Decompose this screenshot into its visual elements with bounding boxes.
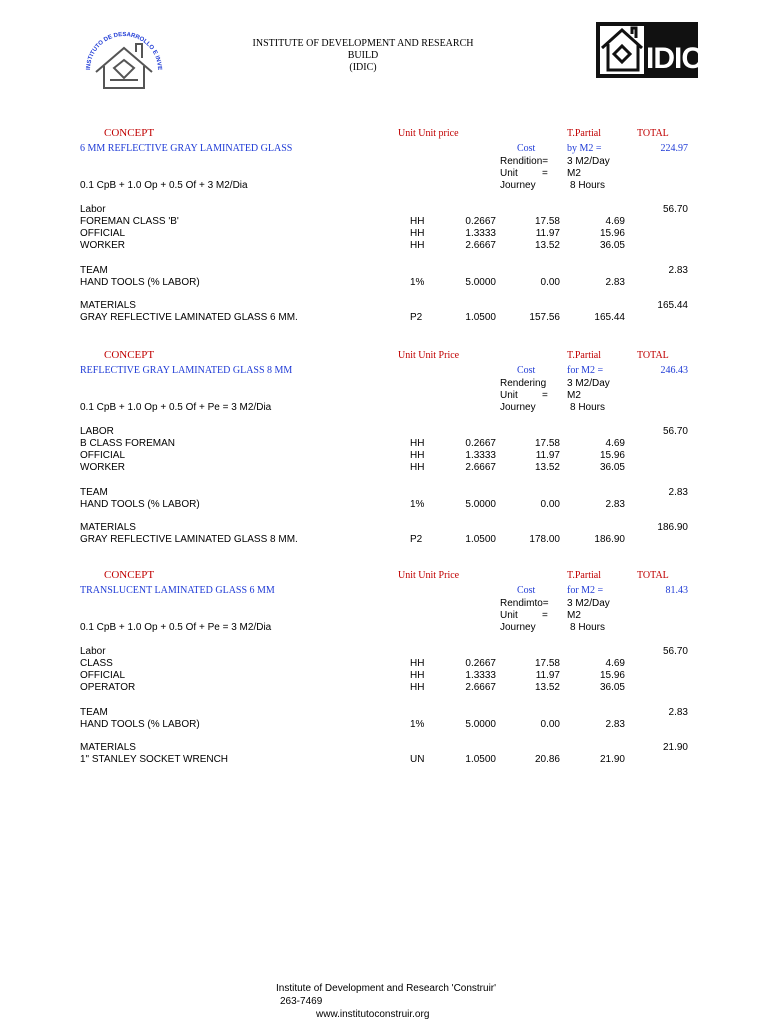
line-unit-price: 11.97 <box>535 670 560 681</box>
line-quantity: 0.2667 <box>465 658 496 669</box>
materials-total: 165.44 <box>657 300 688 311</box>
rendition-label: Rendimto= <box>500 598 549 609</box>
line-description: FOREMAN CLASS 'B' <box>80 216 179 227</box>
journey-label: Journey <box>500 180 536 191</box>
line-partial: 4.69 <box>605 216 625 227</box>
unit-equals: = <box>542 610 548 621</box>
line-description: OFFICIAL <box>80 450 126 461</box>
per-m2-label: for M2 = <box>567 585 604 596</box>
footer-phone: 263-7469 <box>280 996 323 1007</box>
materials-label: MATERIALS <box>80 522 136 533</box>
line-quantity: 1.3333 <box>465 228 496 239</box>
line-description: OFFICIAL <box>80 670 126 681</box>
section-total: 224.97 <box>660 143 688 154</box>
unit-label: Unit <box>500 168 518 179</box>
line-unit: HH <box>410 462 425 473</box>
line-quantity: 1.3333 <box>465 670 496 681</box>
col-tpartial-header: T.Partial <box>567 128 601 139</box>
line-partial: 2.83 <box>605 499 625 510</box>
col-total-header: TOTAL <box>637 350 669 361</box>
labor-total: 56.70 <box>662 426 688 437</box>
line-unit-price: 20.86 <box>534 754 560 765</box>
line-partial: 36.05 <box>599 240 625 251</box>
line-unit: UN <box>410 754 425 765</box>
labor-total: 56.70 <box>662 204 688 215</box>
line-unit-price: 13.52 <box>534 240 560 251</box>
line-description: 1" STANLEY SOCKET WRENCH <box>80 754 229 765</box>
col-concept-header: CONCEPT <box>104 127 155 139</box>
line-unit-price: 178.00 <box>529 534 560 545</box>
line-partial: 36.05 <box>599 682 625 693</box>
line-quantity: 1.0500 <box>465 534 496 545</box>
line-quantity: 5.0000 <box>465 277 496 288</box>
line-unit: HH <box>410 216 425 227</box>
line-unit-price: 157.56 <box>529 312 560 323</box>
idic-logo <box>596 22 698 78</box>
header-title-line3: (IDIC) <box>349 62 377 73</box>
line-unit: 1% <box>410 277 425 288</box>
line-unit-price: 0.00 <box>540 277 560 288</box>
line-unit: HH <box>410 438 425 449</box>
line-partial: 2.83 <box>605 277 625 288</box>
unit-value: M2 <box>567 390 581 401</box>
col-total-header: TOTAL <box>637 570 669 581</box>
col-concept-header: CONCEPT <box>104 349 155 361</box>
team-label: TEAM <box>80 487 108 498</box>
line-partial: 186.90 <box>594 534 625 545</box>
header-title-line1: INSTITUTE OF DEVELOPMENT AND RESEARCH <box>252 38 474 49</box>
line-quantity: 2.6667 <box>465 462 496 473</box>
line-partial: 36.05 <box>599 462 625 473</box>
line-unit: HH <box>410 682 425 693</box>
svg-text:INSTITUTO DE DESARROLLO E INVE: INSTITUTO DE DESARROLLO E INVE <box>85 31 163 71</box>
unit-equals: = <box>542 168 548 179</box>
team-label: TEAM <box>80 265 108 276</box>
section-total: 246.43 <box>660 365 688 376</box>
journey-label: Journey <box>500 402 536 413</box>
materials-total: 186.90 <box>657 522 688 533</box>
line-quantity: 0.2667 <box>465 438 496 449</box>
line-description: HAND TOOLS (% LABOR) <box>80 277 200 288</box>
col-unit-header: Unit Unit Price <box>398 350 460 361</box>
team-total: 2.83 <box>668 707 688 718</box>
journey-label: Journey <box>500 622 536 633</box>
line-description: WORKER <box>80 240 125 251</box>
line-unit: P2 <box>410 312 423 323</box>
cost-label: Cost <box>517 365 536 376</box>
line-unit-price: 0.00 <box>540 499 560 510</box>
materials-label: MATERIALS <box>80 742 136 753</box>
yield-formula: 0.1 CpB + 1.0 Op + 0.5 Of + Pe = 3 M2/Dia <box>80 622 272 633</box>
section-total: 81.43 <box>665 585 688 596</box>
item-title: 6 MM REFLECTIVE GRAY LAMINATED GLASS <box>80 143 293 154</box>
materials-total: 21.90 <box>662 742 688 753</box>
line-partial: 2.83 <box>605 719 625 730</box>
line-unit: HH <box>410 670 425 681</box>
journey-value: 8 Hours <box>570 180 606 191</box>
rendition-label: Rendition= <box>500 156 549 167</box>
institute-seal <box>80 22 168 100</box>
line-partial: 15.96 <box>599 450 625 461</box>
line-partial: 15.96 <box>599 228 625 239</box>
line-unit-price: 11.97 <box>535 450 560 461</box>
line-unit-price: 17.58 <box>534 438 560 449</box>
line-description: GRAY REFLECTIVE LAMINATED GLASS 6 MM. <box>80 312 298 323</box>
line-unit: HH <box>410 228 425 239</box>
line-quantity: 0.2667 <box>465 216 496 227</box>
unit-value: M2 <box>567 610 581 621</box>
line-description: B CLASS FOREMAN <box>80 438 176 449</box>
line-unit-price: 13.52 <box>534 462 560 473</box>
line-description: HAND TOOLS (% LABOR) <box>80 719 200 730</box>
col-unit-header: Unit Unit price <box>398 128 459 139</box>
line-partial: 15.96 <box>599 670 625 681</box>
yield-formula: 0.1 CpB + 1.0 Op + 0.5 Of + 3 M2/Dia <box>80 180 248 191</box>
line-unit-price: 13.52 <box>534 682 560 693</box>
cost-label: Cost <box>517 585 536 596</box>
item-title: TRANSLUCENT LAMINATED GLASS 6 MM <box>80 585 275 596</box>
line-quantity: 5.0000 <box>465 719 496 730</box>
line-unit: 1% <box>410 719 425 730</box>
per-m2-label: by M2 = <box>567 143 602 154</box>
col-tpartial-header: T.Partial <box>567 570 601 581</box>
line-description: WORKER <box>80 462 125 473</box>
unit-equals: = <box>542 390 548 401</box>
line-unit: HH <box>410 240 425 251</box>
unit-label: Unit <box>500 390 518 401</box>
yield-formula: 0.1 CpB + 1.0 Op + 0.5 Of + Pe = 3 M2/Dia <box>80 402 272 413</box>
col-total-header: TOTAL <box>637 128 669 139</box>
per-m2-label: for M2 = <box>567 365 604 376</box>
col-concept-header: CONCEPT <box>104 569 155 581</box>
line-description: OPERATOR <box>80 682 136 693</box>
line-quantity: 2.6667 <box>465 682 496 693</box>
journey-value: 8 Hours <box>570 622 606 633</box>
footer-website: www.institutoconstruir.org <box>316 1009 430 1020</box>
labor-total: 56.70 <box>662 646 688 657</box>
line-unit: HH <box>410 450 425 461</box>
journey-value: 8 Hours <box>570 402 606 413</box>
materials-label: MATERIALS <box>80 300 136 311</box>
line-description: GRAY REFLECTIVE LAMINATED GLASS 8 MM. <box>80 534 298 545</box>
labor-label: Labor <box>80 646 106 657</box>
line-quantity: 5.0000 <box>465 499 496 510</box>
col-unit-header: Unit Unit Price <box>398 570 460 581</box>
item-title: REFLECTIVE GRAY LAMINATED GLASS 8 MM <box>80 365 293 376</box>
line-description: HAND TOOLS (% LABOR) <box>80 499 200 510</box>
line-quantity: 2.6667 <box>465 240 496 251</box>
line-unit: P2 <box>410 534 423 545</box>
rendition-value: 3 M2/Day <box>567 156 610 167</box>
unit-value: M2 <box>567 168 581 179</box>
line-description: CLASS <box>80 658 113 669</box>
line-unit-price: 0.00 <box>540 719 560 730</box>
line-quantity: 1.0500 <box>465 754 496 765</box>
cost-label: Cost <box>517 143 536 154</box>
footer-institute: Institute of Development and Research 'Construir' <box>276 983 497 994</box>
line-quantity: 1.3333 <box>465 450 496 461</box>
line-unit-price: 17.58 <box>534 216 560 227</box>
team-label: TEAM <box>80 707 108 718</box>
line-partial: 4.69 <box>605 438 625 449</box>
rendition-value: 3 M2/Day <box>567 378 610 389</box>
line-quantity: 1.0500 <box>465 312 496 323</box>
unit-label: Unit <box>500 610 518 621</box>
line-unit-price: 17.58 <box>534 658 560 669</box>
header-title-line2: BUILD <box>347 50 379 61</box>
labor-label: Labor <box>80 204 106 215</box>
labor-label: LABOR <box>80 426 114 437</box>
rendition-label: Rendering <box>500 378 547 389</box>
svg-text:IDIC: IDIC <box>646 42 698 75</box>
rendition-value: 3 M2/Day <box>567 598 610 609</box>
line-unit: HH <box>410 658 425 669</box>
team-total: 2.83 <box>668 265 688 276</box>
line-description: OFFICIAL <box>80 228 126 239</box>
line-partial: 165.44 <box>594 312 625 323</box>
team-total: 2.83 <box>668 487 688 498</box>
line-unit-price: 11.97 <box>535 228 560 239</box>
line-partial: 21.90 <box>599 754 625 765</box>
line-partial: 4.69 <box>605 658 625 669</box>
col-tpartial-header: T.Partial <box>567 350 601 361</box>
line-unit: 1% <box>410 499 425 510</box>
